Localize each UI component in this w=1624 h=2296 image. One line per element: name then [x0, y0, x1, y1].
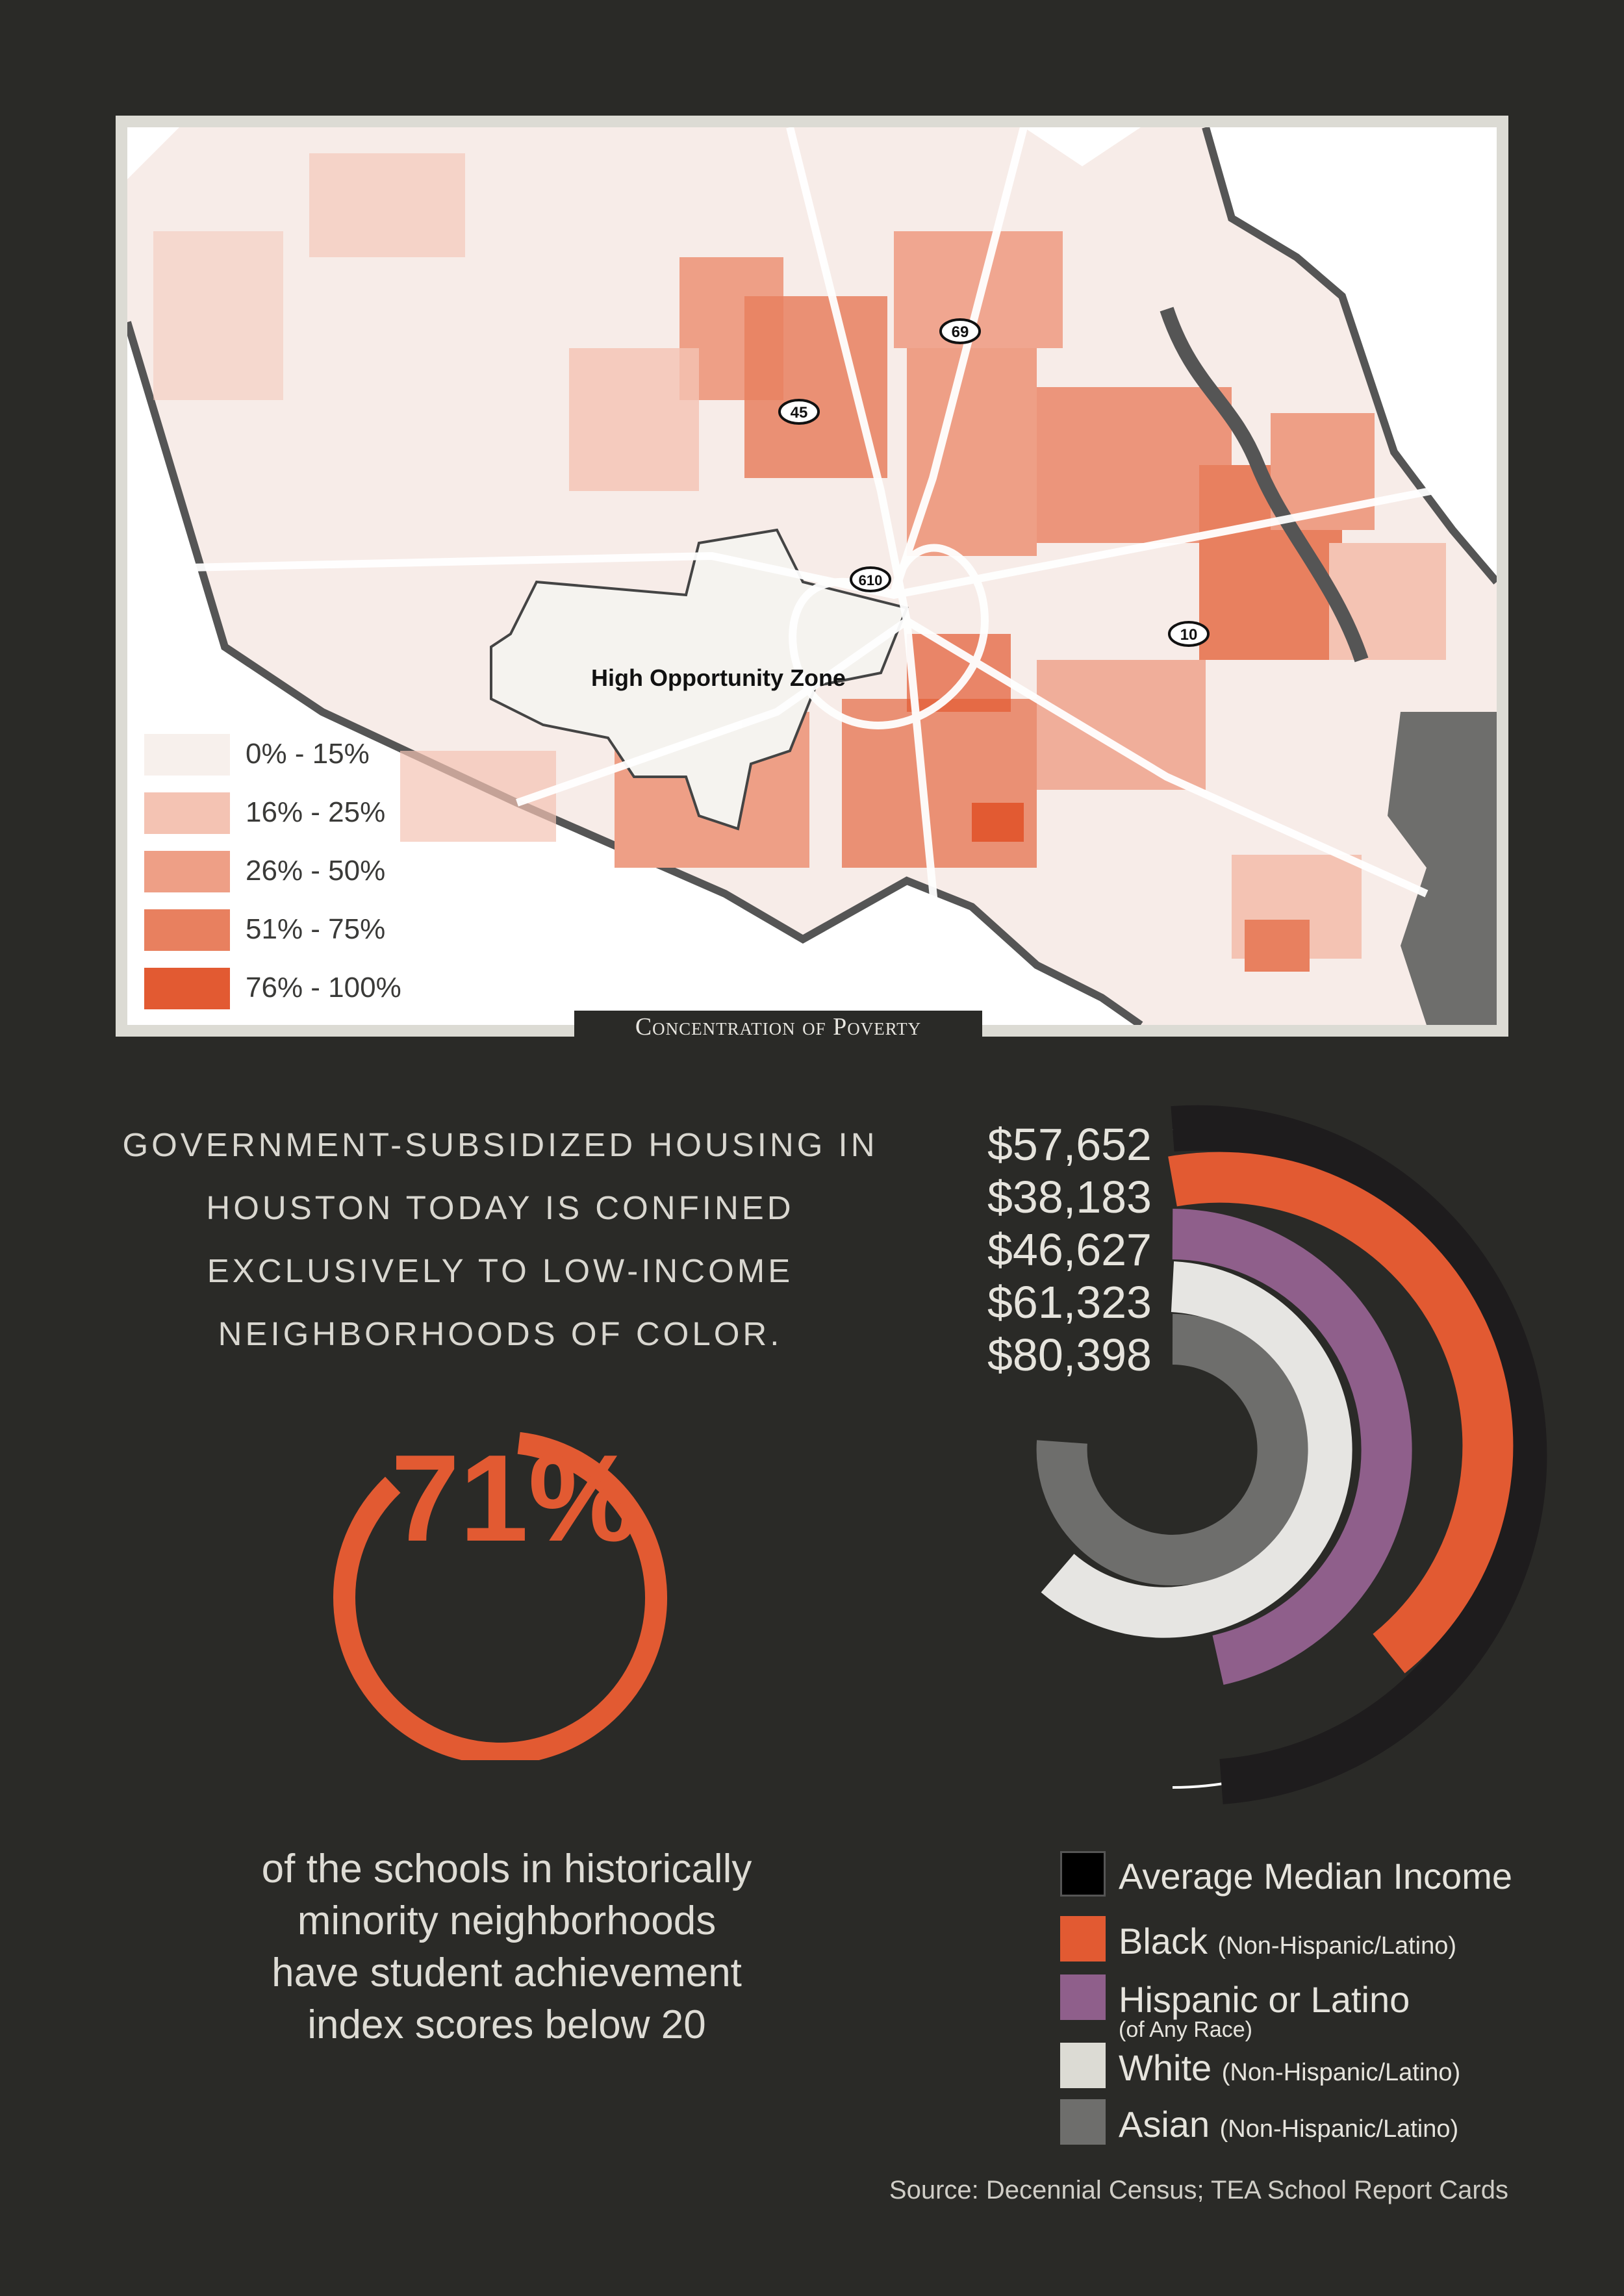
key-sublabel: (Non-Hispanic/Latino) — [1219, 2115, 1459, 2143]
key-swatch — [1060, 1916, 1106, 1962]
legend-swatch — [144, 968, 230, 1009]
stat-description: of the schools in historically minority neighborhoods have student achievement index scores below 20 — [261, 1847, 752, 2047]
key-sublabel: (of Any Race) — [1119, 2017, 1252, 2042]
legend-label: 26% - 50% — [246, 855, 386, 887]
income-average: $57,652 — [987, 1119, 1152, 1170]
income-hispanic: $46,627 — [987, 1224, 1152, 1275]
highway-10-label: 10 — [1180, 626, 1198, 644]
map-graphic — [127, 127, 1497, 1025]
highway-610-label: 610 — [858, 572, 883, 588]
key-sublabel: (Non-Hispanic/Latino) — [1221, 2059, 1461, 2086]
legend-label: 16% - 25% — [246, 796, 386, 828]
legend-swatch — [144, 851, 230, 892]
key-swatch — [1060, 2043, 1106, 2088]
key-label: Asian — [1119, 2104, 1210, 2145]
poverty-map — [127, 127, 1497, 1025]
key-label: Average Median Income — [1119, 1856, 1512, 1897]
high-opportunity-zone-label: High Opportunity Zone — [591, 664, 846, 691]
key-label: White — [1119, 2047, 1212, 2088]
percent-ring — [305, 1409, 695, 1760]
legend-label: 51% - 75% — [246, 913, 386, 945]
key-swatch — [1060, 1851, 1106, 1897]
key-swatch — [1060, 1974, 1106, 2020]
map-caption: Concentration of Poverty — [574, 1011, 982, 1042]
key-label: Hispanic or Latino — [1119, 1979, 1410, 2020]
legend-label: 0% - 15% — [246, 738, 370, 770]
headline: GOVERNMENT-SUBSIDIZED HOUSING IN HOUSTON TODAY IS CONFINED EXCLUSIVELY TO LOW-INCOME NEIGHBORHOODS OF COLOR. — [122, 1126, 878, 1352]
highway-69-label: 69 — [951, 323, 969, 341]
legend-label: 76% - 100% — [246, 972, 401, 1003]
highway-45-label: 45 — [790, 404, 808, 422]
percent-value: 71% — [390, 1430, 639, 1567]
income-white: $61,323 — [987, 1277, 1152, 1328]
income-black: $38,183 — [987, 1172, 1152, 1222]
legend-swatch — [144, 909, 230, 951]
legend-swatch — [144, 734, 230, 776]
source-note: Source: Decennial Census; TEA School Report Cards — [889, 2176, 1508, 2204]
income-asian: $80,398 — [987, 1330, 1152, 1380]
key-swatch — [1060, 2099, 1106, 2145]
key-label: Black — [1119, 1921, 1208, 1962]
legend-swatch — [144, 792, 230, 834]
key-sublabel: (Non-Hispanic/Latino) — [1217, 1932, 1456, 1960]
